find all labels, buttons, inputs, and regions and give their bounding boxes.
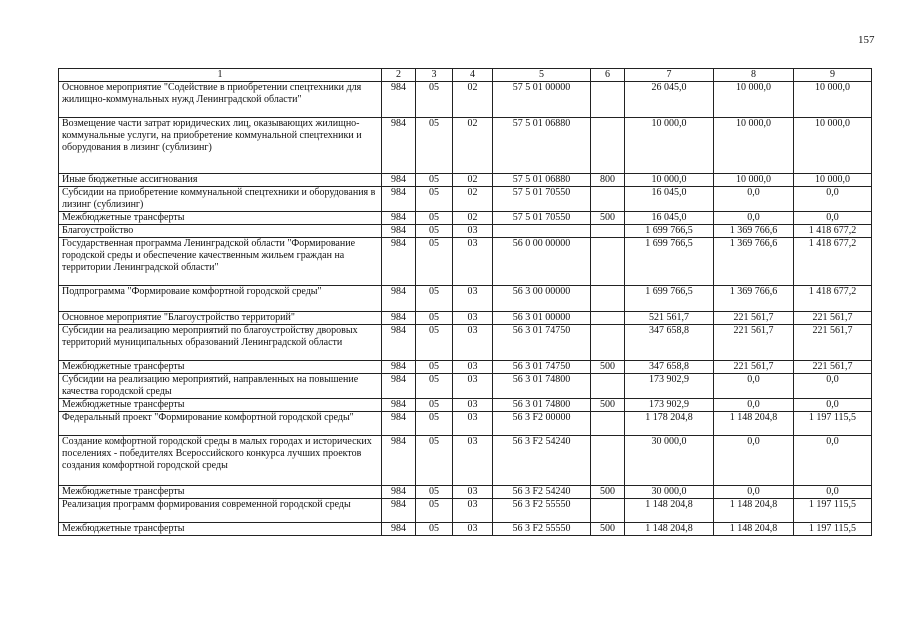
section-code: 05 — [416, 82, 453, 118]
amount-year-3: 1 197 115,5 — [794, 412, 872, 436]
admin-code: 984 — [382, 436, 416, 486]
subsection-code: 03 — [453, 399, 493, 412]
amount-year-1: 26 045,0 — [625, 82, 714, 118]
expense-type-code — [591, 118, 625, 174]
expense-type-code: 500 — [591, 361, 625, 374]
subsection-code: 03 — [453, 312, 493, 325]
table-row — [59, 399, 872, 412]
section-code: 05 — [416, 312, 453, 325]
amount-year-2: 221 561,7 — [714, 325, 794, 361]
row-name: Субсидии на реализацию мероприятий по благоустройству дворовых территорий муниципальных образований Ленинградской области — [59, 325, 382, 361]
amount-year-3: 10 000,0 — [794, 174, 872, 187]
amount-year-1: 1 699 766,5 — [625, 286, 714, 312]
expense-type-code — [591, 225, 625, 238]
target-article-code: 56 3 00 00000 — [493, 286, 591, 312]
expense-type-code: 500 — [591, 523, 625, 536]
admin-code: 984 — [382, 212, 416, 225]
row-name: Благоустройство — [59, 225, 382, 238]
section-code: 05 — [416, 325, 453, 361]
amount-year-1: 30 000,0 — [625, 486, 714, 499]
row-name: Субсидии на реализацию мероприятий, направленных на повышение качества городской среды — [59, 374, 382, 399]
target-article-code: 57 5 01 00000 — [493, 82, 591, 118]
admin-code: 984 — [382, 312, 416, 325]
target-article-code: 57 5 01 06880 — [493, 174, 591, 187]
target-article-code: 57 5 01 70550 — [493, 212, 591, 225]
target-article-code — [493, 225, 591, 238]
row-name: Возмещение части затрат юридических лиц, оказывающих жилищно-коммунальные услуги, на приобретение коммунальной спецтехники и оборудования в лизинг (сублизинг) — [59, 118, 382, 174]
table-row — [59, 187, 872, 212]
expense-type-code — [591, 82, 625, 118]
admin-code: 984 — [382, 499, 416, 523]
amount-year-1: 1 148 204,8 — [625, 499, 714, 523]
table-row — [59, 374, 872, 399]
section-code: 05 — [416, 523, 453, 536]
target-article-code: 57 5 01 06880 — [493, 118, 591, 174]
target-article-code: 57 5 01 70550 — [493, 187, 591, 212]
table-row — [59, 312, 872, 325]
amount-year-3: 221 561,7 — [794, 325, 872, 361]
table-row — [59, 174, 872, 187]
table-row — [59, 118, 872, 174]
section-code: 05 — [416, 361, 453, 374]
amount-year-2: 221 561,7 — [714, 312, 794, 325]
subsection-code: 03 — [453, 499, 493, 523]
expense-type-code — [591, 374, 625, 399]
amount-year-3: 221 561,7 — [794, 361, 872, 374]
row-name: Межбюджетные трансферты — [59, 361, 382, 374]
subsection-code: 03 — [453, 486, 493, 499]
column-header: 2 — [382, 69, 416, 82]
row-name: Создание комфортной городской среды в малых городах и исторических поселениях - победителях Всероссийского конкурса лучших проектов создания комфортной городской среды — [59, 436, 382, 486]
amount-year-2: 221 561,7 — [714, 361, 794, 374]
table-row — [59, 225, 872, 238]
admin-code: 984 — [382, 523, 416, 536]
expense-type-code — [591, 325, 625, 361]
target-article-code: 56 3 F2 54240 — [493, 436, 591, 486]
admin-code: 984 — [382, 486, 416, 499]
amount-year-2: 0,0 — [714, 486, 794, 499]
admin-code: 984 — [382, 187, 416, 212]
table-row — [59, 436, 872, 486]
amount-year-2: 10 000,0 — [714, 118, 794, 174]
expense-type-code — [591, 286, 625, 312]
subsection-code: 02 — [453, 187, 493, 212]
admin-code: 984 — [382, 412, 416, 436]
section-code: 05 — [416, 374, 453, 399]
table-row — [59, 499, 872, 523]
amount-year-1: 10 000,0 — [625, 118, 714, 174]
target-article-code: 56 3 01 74750 — [493, 361, 591, 374]
amount-year-3: 0,0 — [794, 374, 872, 399]
amount-year-3: 0,0 — [794, 399, 872, 412]
target-article-code: 56 3 01 74750 — [493, 325, 591, 361]
section-code: 05 — [416, 412, 453, 436]
expense-type-code — [591, 412, 625, 436]
amount-year-1: 347 658,8 — [625, 325, 714, 361]
subsection-code: 02 — [453, 118, 493, 174]
section-code: 05 — [416, 212, 453, 225]
budget-table — [58, 68, 872, 536]
section-code: 05 — [416, 286, 453, 312]
table-row — [59, 486, 872, 499]
row-name: Государственная программа Ленинградской области "Формирование городской среды и обеспечение качественным жильем граждан на территории Ленинградской области" — [59, 238, 382, 286]
amount-year-1: 173 902,9 — [625, 374, 714, 399]
row-name: Межбюджетные трансферты — [59, 486, 382, 499]
amount-year-2: 0,0 — [714, 187, 794, 212]
amount-year-1: 173 902,9 — [625, 399, 714, 412]
column-header: 8 — [714, 69, 794, 82]
table-row — [59, 412, 872, 436]
expense-type-code: 500 — [591, 399, 625, 412]
row-name: Федеральный проект "Формирование комфортной городской среды" — [59, 412, 382, 436]
row-name: Основное мероприятие "Содействие в приобретении спецтехники для жилищно-коммунальных нужд Ленинградской области" — [59, 82, 382, 118]
amount-year-2: 1 369 766,6 — [714, 238, 794, 286]
subsection-code: 03 — [453, 361, 493, 374]
expense-type-code — [591, 436, 625, 486]
section-code: 05 — [416, 187, 453, 212]
table-row — [59, 212, 872, 225]
table-row — [59, 82, 872, 118]
amount-year-2: 0,0 — [714, 374, 794, 399]
amount-year-3: 1 197 115,5 — [794, 499, 872, 523]
admin-code: 984 — [382, 374, 416, 399]
page-number: 157 — [858, 34, 875, 46]
row-name: Подпрограмма "Формироваие комфортной городской среды" — [59, 286, 382, 312]
row-name: Основное мероприятие "Благоустройство территорий" — [59, 312, 382, 325]
admin-code: 984 — [382, 286, 416, 312]
amount-year-2: 1 369 766,6 — [714, 225, 794, 238]
target-article-code: 56 0 00 00000 — [493, 238, 591, 286]
column-header: 5 — [493, 69, 591, 82]
amount-year-1: 16 045,0 — [625, 212, 714, 225]
amount-year-3: 1 418 677,2 — [794, 225, 872, 238]
amount-year-1: 347 658,8 — [625, 361, 714, 374]
amount-year-3: 1 418 677,2 — [794, 238, 872, 286]
section-code: 05 — [416, 399, 453, 412]
amount-year-2: 0,0 — [714, 399, 794, 412]
section-code: 05 — [416, 225, 453, 238]
row-name: Реализация программ формирования современной городской среды — [59, 499, 382, 523]
section-code: 05 — [416, 238, 453, 286]
admin-code: 984 — [382, 225, 416, 238]
amount-year-2: 1 148 204,8 — [714, 499, 794, 523]
row-name: Межбюджетные трансферты — [59, 212, 382, 225]
column-header: 1 — [59, 69, 382, 82]
table-row — [59, 238, 872, 286]
subsection-code: 02 — [453, 174, 493, 187]
amount-year-2: 1 148 204,8 — [714, 412, 794, 436]
admin-code: 984 — [382, 238, 416, 286]
amount-year-1: 16 045,0 — [625, 187, 714, 212]
amount-year-1: 1 148 204,8 — [625, 523, 714, 536]
expense-type-code — [591, 238, 625, 286]
subsection-code: 03 — [453, 238, 493, 286]
column-header: 6 — [591, 69, 625, 82]
row-name: Межбюджетные трансферты — [59, 523, 382, 536]
amount-year-1: 1 178 204,8 — [625, 412, 714, 436]
target-article-code: 56 3 F2 55550 — [493, 523, 591, 536]
amount-year-1: 30 000,0 — [625, 436, 714, 486]
subsection-code: 03 — [453, 374, 493, 399]
target-article-code: 56 3 F2 00000 — [493, 412, 591, 436]
section-code: 05 — [416, 118, 453, 174]
admin-code: 984 — [382, 399, 416, 412]
target-article-code: 56 3 01 74800 — [493, 399, 591, 412]
expense-type-code: 500 — [591, 486, 625, 499]
column-header: 9 — [794, 69, 872, 82]
amount-year-3: 0,0 — [794, 486, 872, 499]
amount-year-2: 0,0 — [714, 436, 794, 486]
amount-year-2: 10 000,0 — [714, 174, 794, 187]
admin-code: 984 — [382, 361, 416, 374]
amount-year-2: 1 369 766,6 — [714, 286, 794, 312]
subsection-code: 02 — [453, 82, 493, 118]
amount-year-3: 0,0 — [794, 436, 872, 486]
amount-year-3: 0,0 — [794, 187, 872, 212]
amount-year-1: 10 000,0 — [625, 174, 714, 187]
amount-year-3: 221 561,7 — [794, 312, 872, 325]
amount-year-3: 0,0 — [794, 212, 872, 225]
table-header-row — [59, 69, 872, 82]
section-code: 05 — [416, 486, 453, 499]
target-article-code: 56 3 F2 54240 — [493, 486, 591, 499]
admin-code: 984 — [382, 82, 416, 118]
section-code: 05 — [416, 499, 453, 523]
expense-type-code — [591, 499, 625, 523]
amount-year-1: 1 699 766,5 — [625, 238, 714, 286]
amount-year-3: 1 418 677,2 — [794, 286, 872, 312]
amount-year-2: 1 148 204,8 — [714, 523, 794, 536]
row-name: Иные бюджетные ассигнования — [59, 174, 382, 187]
amount-year-1: 521 561,7 — [625, 312, 714, 325]
amount-year-3: 1 197 115,5 — [794, 523, 872, 536]
admin-code: 984 — [382, 325, 416, 361]
subsection-code: 03 — [453, 436, 493, 486]
subsection-code: 03 — [453, 523, 493, 536]
table-row — [59, 523, 872, 536]
amount-year-1: 1 699 766,5 — [625, 225, 714, 238]
expense-type-code: 500 — [591, 212, 625, 225]
subsection-code: 03 — [453, 412, 493, 436]
column-header: 7 — [625, 69, 714, 82]
table-row — [59, 286, 872, 312]
amount-year-2: 10 000,0 — [714, 82, 794, 118]
target-article-code: 56 3 01 74800 — [493, 374, 591, 399]
expense-type-code — [591, 312, 625, 325]
admin-code: 984 — [382, 118, 416, 174]
expense-type-code — [591, 187, 625, 212]
table-row — [59, 361, 872, 374]
section-code: 05 — [416, 174, 453, 187]
section-code: 05 — [416, 436, 453, 486]
target-article-code: 56 3 01 00000 — [493, 312, 591, 325]
target-article-code: 56 3 F2 55550 — [493, 499, 591, 523]
subsection-code: 03 — [453, 225, 493, 238]
table-row — [59, 325, 872, 361]
column-header: 3 — [416, 69, 453, 82]
amount-year-2: 0,0 — [714, 212, 794, 225]
admin-code: 984 — [382, 174, 416, 187]
subsection-code: 02 — [453, 212, 493, 225]
subsection-code: 03 — [453, 325, 493, 361]
amount-year-3: 10 000,0 — [794, 82, 872, 118]
amount-year-3: 10 000,0 — [794, 118, 872, 174]
expense-type-code: 800 — [591, 174, 625, 187]
row-name: Межбюджетные трансферты — [59, 399, 382, 412]
row-name: Субсидии на приобретение коммунальной спецтехники и оборудования в лизинг (сублизинг) — [59, 187, 382, 212]
column-header: 4 — [453, 69, 493, 82]
subsection-code: 03 — [453, 286, 493, 312]
